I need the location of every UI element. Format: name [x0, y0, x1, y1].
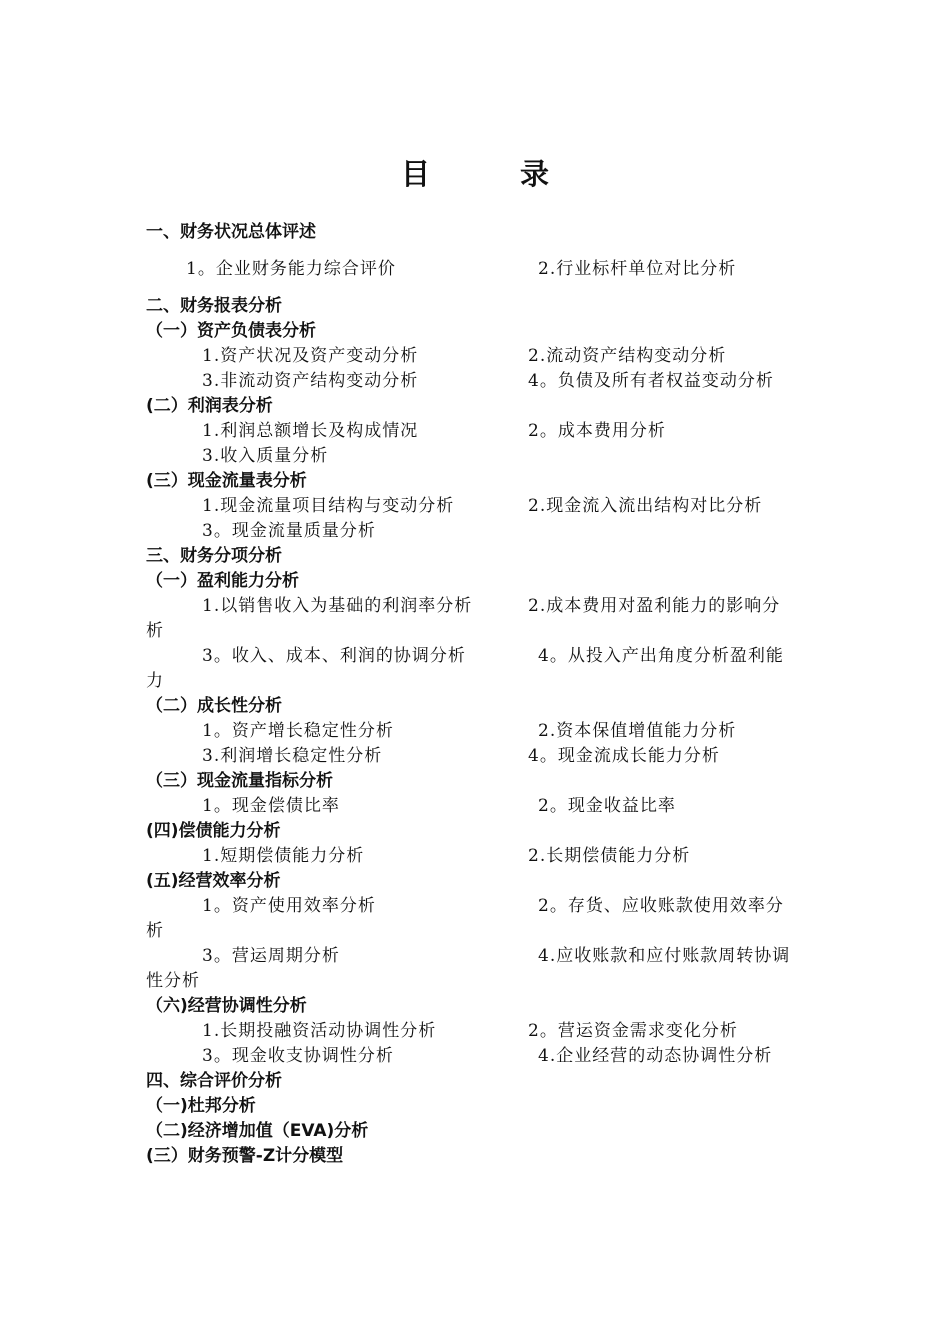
toc-item: 4.企业经营的动态协调性分析	[538, 1046, 773, 1066]
toc-item: 3.利润增长稳定性分析	[202, 746, 383, 766]
toc-item: 3。收入、成本、利润的协调分析	[202, 646, 466, 666]
toc-subsection: (三）现金流量表分析	[146, 471, 307, 491]
toc-item-continuation: 析	[146, 621, 164, 641]
toc-subsection: （一）盈利能力分析	[146, 571, 299, 591]
toc-item: 3.收入质量分析	[202, 446, 329, 466]
toc-subsection: (二）利润表分析	[146, 396, 273, 416]
toc-item: 4。现金流成长能力分析	[528, 746, 720, 766]
toc-item: 4。从投入产出角度分析盈利能	[538, 646, 784, 666]
toc-subsection: （二)经济增加值（EVA)分析	[146, 1121, 369, 1141]
title-right: 录	[520, 157, 550, 191]
toc-item: 2。现金收益比率	[538, 796, 676, 816]
toc-item: 4。负债及所有者权益变动分析	[528, 371, 774, 391]
toc-subsection: (五)经营效率分析	[146, 871, 281, 891]
toc-item: 3.非流动资产结构变动分析	[202, 371, 419, 391]
toc-item: 2.成本费用对盈利能力的影响分	[528, 596, 781, 616]
toc-section-4: 四、综合评价分析	[146, 1071, 282, 1091]
toc-item: 2.资本保值增值能力分析	[538, 721, 737, 741]
toc-item: 3。现金流量质量分析	[202, 521, 376, 541]
toc-item-continuation: 力	[146, 671, 164, 691]
title-left: 目	[400, 157, 430, 191]
toc-item: 1。企业财务能力综合评价	[186, 259, 396, 279]
toc-item: 2.流动资产结构变动分析	[528, 346, 727, 366]
toc-item: 1.短期偿债能力分析	[202, 846, 365, 866]
toc-section-2: 二、财务报表分析	[146, 296, 282, 316]
toc-item: 1.现金流量项目结构与变动分析	[202, 496, 455, 516]
toc-item: 2.现金流入流出结构对比分析	[528, 496, 763, 516]
toc-item: 1.以销售收入为基础的利润率分析	[202, 596, 473, 616]
toc-subsection: （三）现金流量指标分析	[146, 771, 333, 791]
toc-item: 4.应收账款和应付账款周转协调	[538, 946, 791, 966]
toc-subsection: （一）资产负债表分析	[146, 321, 316, 341]
page-title	[0, 152, 950, 193]
toc-item: 1.利润总额增长及构成情况	[202, 421, 419, 441]
toc-section-3: 三、财务分项分析	[146, 546, 282, 566]
toc-item: 3。营运周期分析	[202, 946, 340, 966]
toc-item: 2.长期偿债能力分析	[528, 846, 691, 866]
toc-item: 2。成本费用分析	[528, 421, 666, 441]
toc-subsection: （二）成长性分析	[146, 696, 282, 716]
toc-item: 1。资产使用效率分析	[202, 896, 376, 916]
toc-item-continuation: 性分析	[146, 971, 200, 991]
toc-subsection: (三）财务预警-Z计分模型	[146, 1146, 344, 1166]
toc-item: 2。营运资金需求变化分析	[528, 1021, 738, 1041]
toc-item: 2。存货、应收账款使用效率分	[538, 896, 784, 916]
toc-item: 1。现金偿债比率	[202, 796, 340, 816]
toc-item-continuation: 析	[146, 921, 164, 941]
toc-section-1: 一、财务状况总体评述	[146, 222, 316, 242]
toc-item: 1.长期投融资活动协调性分析	[202, 1021, 437, 1041]
toc-subsection: （一)杜邦分析	[146, 1096, 256, 1116]
toc-item: 1.资产状况及资产变动分析	[202, 346, 419, 366]
toc-item: 2.行业标杆单位对比分析	[538, 259, 737, 279]
toc-item: 3。现金收支协调性分析	[202, 1046, 394, 1066]
toc-item: 1。资产增长稳定性分析	[202, 721, 394, 741]
toc-subsection: (四)偿债能力分析	[146, 821, 281, 841]
toc-subsection: （六)经营协调性分析	[146, 996, 307, 1016]
